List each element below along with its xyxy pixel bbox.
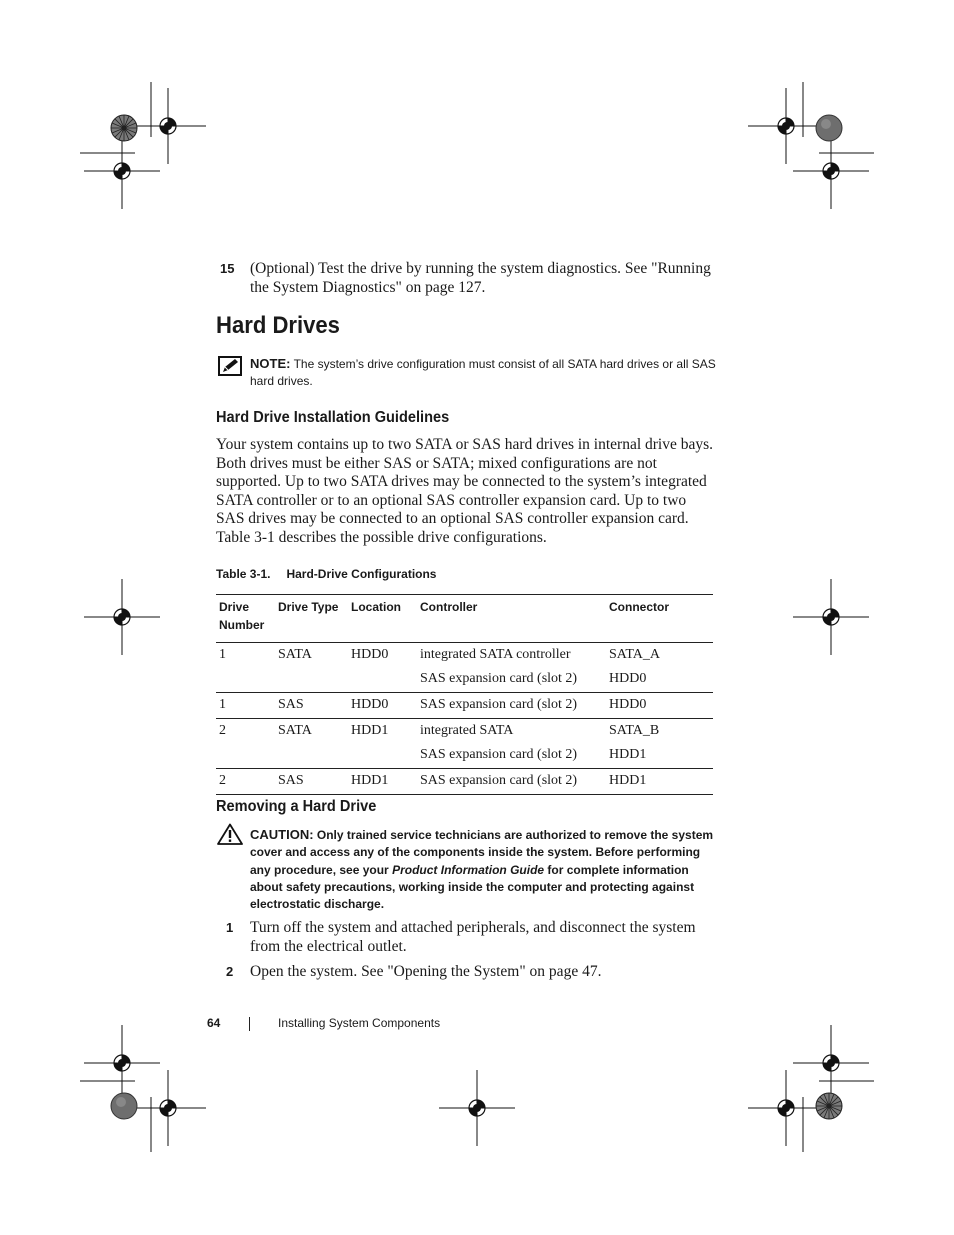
table-row (216, 643, 713, 693)
note-box (250, 355, 720, 390)
cell-controller (417, 719, 606, 769)
cell-connector-secondary: HDD1 (609, 747, 647, 762)
cell-connector-primary: SATA_B (609, 723, 660, 738)
guidelines-heading: Hard Drive Installation Guidelines (216, 409, 450, 426)
caution-guide-title: Product Information Guide (392, 862, 545, 877)
footer-chapter: Installing System Components (278, 1016, 441, 1030)
step-text: Open the system. See "Opening the System" on page 47. (250, 963, 602, 980)
footer-divider (249, 1017, 250, 1031)
guidelines-paragraph: Your system contains up to two SATA or SAS hard drives in internal drive bays. Both drives must be either SAS or SATA; mixed configurations are not supported. Up to two SATA drives may be connected to the system’s integrated SATA controller or to an optional SAS controller expansion card. Up to two SAS drives may be connected to an optional SAS controller expansion card. Table 3-1 describes the possible drive configurations. (216, 436, 714, 546)
cell-controller: SAS expansion card (slot 2) (417, 769, 606, 795)
caution-text-2: for complete information about safety precautions, working inside the computer and protecting against electrostatic discharge. (250, 862, 695, 912)
header-connector: Connector (606, 595, 713, 643)
cell-drive: 2 (216, 769, 275, 795)
cell-type: SAS (275, 769, 348, 795)
cell-connector (606, 643, 713, 693)
caution-label: CAUTION: (250, 827, 314, 842)
note-pencil-icon (218, 356, 242, 376)
cell-controller-secondary: SAS expansion card (slot 2) (420, 747, 578, 762)
cell-location: HDD1 (348, 769, 417, 795)
step-2 (216, 963, 716, 982)
cell-location: HDD0 (348, 693, 417, 719)
step-1 (216, 919, 716, 956)
table-caption (216, 567, 436, 581)
warning-triangle-icon (217, 823, 243, 845)
cell-drive: 1 (216, 693, 275, 719)
step-number: 2 (226, 964, 234, 979)
section-title: Hard Drives (216, 312, 340, 339)
step-text: (Optional) Test the drive by running the system diagnostics. See "Running the System Diagnostics" on page 127. (250, 260, 711, 296)
cell-controller: SAS expansion card (slot 2) (417, 693, 606, 719)
step-number: 1 (226, 920, 234, 935)
cell-drive: 2 (216, 719, 275, 769)
cell-controller-primary: integrated SATA (420, 723, 514, 738)
cell-drive: 1 (216, 643, 275, 693)
header-drive-type: Drive Type (275, 595, 348, 643)
table-caption-number: Table 3-1. (216, 567, 271, 581)
cell-type: SAS (275, 693, 348, 719)
cell-controller-secondary: SAS expansion card (slot 2) (420, 671, 578, 686)
step-15 (216, 260, 716, 297)
header-drive-number: Drive Number (216, 595, 275, 643)
step-text: Turn off the system and attached peripherals, and disconnect the system from the electrical outlet. (250, 919, 696, 955)
step-number: 15 (220, 261, 235, 276)
cell-connector-primary: SATA_A (609, 647, 660, 662)
drive-config-table (216, 594, 713, 795)
cell-location: HDD1 (348, 719, 417, 769)
page-number: 64 (207, 1016, 221, 1030)
removing-heading: Removing a Hard Drive (216, 798, 377, 815)
header-location: Location (348, 595, 417, 643)
cell-connector: HDD1 (606, 769, 713, 795)
cell-connector (606, 719, 713, 769)
cell-connector: HDD0 (606, 693, 713, 719)
table-caption-title: Hard-Drive Configurations (286, 567, 437, 581)
cell-location: HDD0 (348, 643, 417, 693)
table-header-row (216, 595, 713, 643)
table-row (216, 719, 713, 769)
caution-text-1: Only trained service technicians are authorized to remove the system cover and access any of the components inside the system. Before performing any procedure, see your (250, 828, 714, 877)
header-controller: Controller (417, 595, 606, 643)
table-row (216, 693, 713, 719)
cell-controller-primary: integrated SATA controller (420, 647, 571, 662)
note-text: The system’s drive configuration must consist of all SATA hard drives or all SAS hard drives. (250, 357, 716, 388)
caution-box (250, 826, 720, 913)
note-label: NOTE: (250, 356, 291, 371)
cell-controller (417, 643, 606, 693)
cell-type: SATA (275, 643, 348, 693)
cell-connector-secondary: HDD0 (609, 671, 647, 686)
cell-type: SATA (275, 719, 348, 769)
table-row (216, 769, 713, 795)
